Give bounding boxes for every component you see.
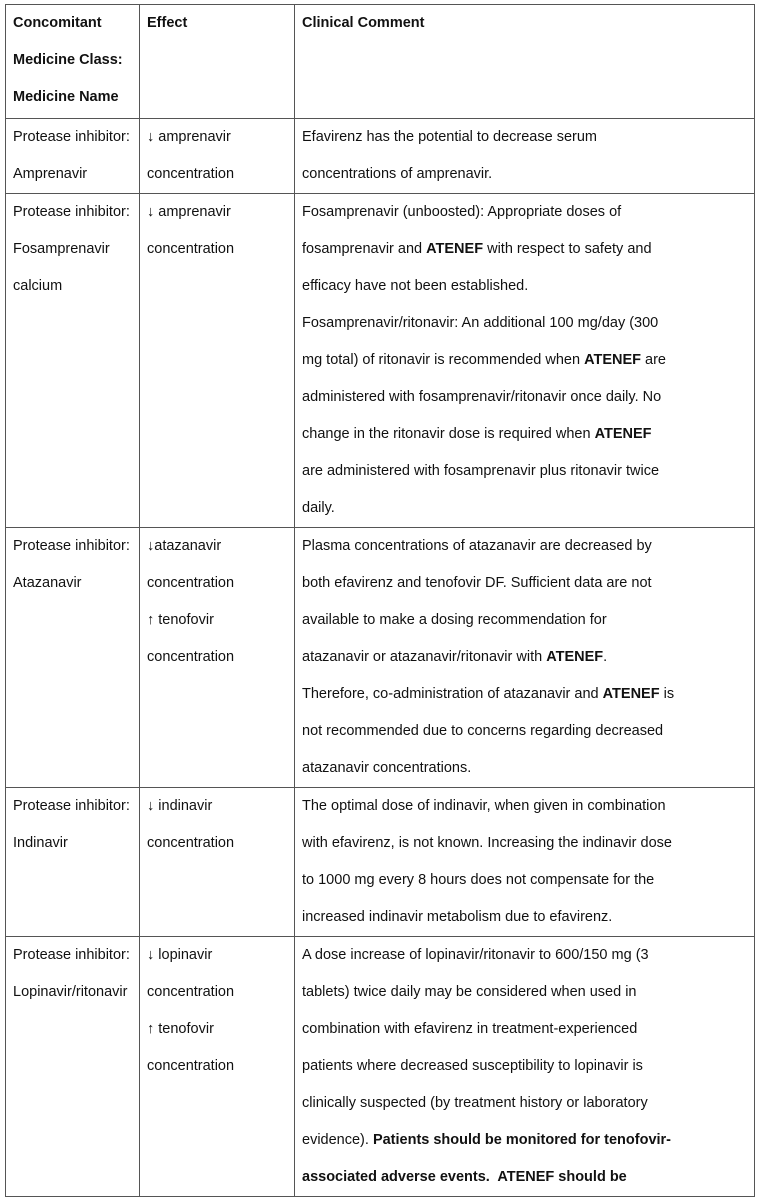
comment-text: Plasma concentrations of atazanavir are decreased by <box>302 538 652 554</box>
comment-emphasis: ATENEF <box>426 241 484 257</box>
comment-line <box>302 156 748 193</box>
comment-text: atazanavir concentrations. <box>302 760 472 776</box>
effect-line: concentration <box>147 166 235 182</box>
drug-interaction-table <box>5 4 755 1197</box>
comment-emphasis: ATENEF <box>546 649 604 665</box>
comment-line <box>302 676 748 713</box>
cell-effect <box>140 119 295 194</box>
comment-text: available to make a dosing recommendation for <box>302 612 607 628</box>
header-line: Clinical Comment <box>302 15 425 31</box>
header-line: Medicine Name <box>13 89 119 105</box>
comment-text: with respect to safety and <box>483 241 652 257</box>
table-row <box>6 119 755 194</box>
effect-line: ↓ indinavir <box>147 798 213 814</box>
table-row <box>6 788 755 937</box>
comment-text: A dose increase of lopinavir/ritonavir to 600/150 mg (3 <box>302 947 649 963</box>
comment-text: atazanavir or atazanavir/ritonavir with <box>302 649 547 665</box>
comment-text: The optimal dose of indinavir, when given in combination <box>302 798 666 814</box>
comment-emphasis: Patients should be monitored for tenofovir- <box>372 1132 672 1148</box>
cell-medicine <box>6 194 140 528</box>
cell-medicine <box>6 528 140 788</box>
cell-clinical-comment <box>295 937 755 1197</box>
comment-line <box>302 416 748 453</box>
effect-line: ↓ lopinavir <box>147 947 213 963</box>
medicine-line: Protease inhibitor: <box>13 947 130 963</box>
comment-line <box>302 231 748 268</box>
comment-text: Fosamprenavir (unboosted): Appropriate doses of <box>302 204 622 220</box>
comment-line <box>302 788 748 825</box>
effect-line: concentration <box>147 984 235 1000</box>
medicine-line: Indinavir <box>13 835 68 851</box>
comment-line <box>302 119 748 156</box>
comment-line <box>302 602 748 639</box>
comment-line <box>302 490 748 527</box>
medicine-line: Protease inhibitor: <box>13 798 130 814</box>
cell-effect <box>140 937 295 1197</box>
comment-line <box>302 565 748 602</box>
comment-emphasis: ATENEF <box>602 686 660 702</box>
medicine-line: Protease inhibitor: <box>13 538 130 554</box>
medicine-line: Amprenavir <box>13 166 88 182</box>
table-row <box>6 937 755 1197</box>
header-effect <box>140 5 295 119</box>
cell-effect <box>140 528 295 788</box>
comment-text: patients where decreased susceptibility to lopinavir is <box>302 1058 643 1074</box>
cell-clinical-comment <box>295 194 755 528</box>
medicine-line: Atazanavir <box>13 575 82 591</box>
header-line: Medicine Class: <box>13 52 123 68</box>
comment-line <box>302 974 748 1011</box>
comment-line <box>302 1085 748 1122</box>
comment-emphasis: ATENEF <box>594 426 652 442</box>
comment-line <box>302 379 748 416</box>
comment-text: are administered with fosamprenavir plus ritonavir twice <box>302 463 660 479</box>
comment-line <box>302 342 748 379</box>
cell-clinical-comment <box>295 528 755 788</box>
comment-emphasis: associated adverse events. ATENEF should be <box>302 1169 627 1185</box>
comment-text: . <box>603 649 608 665</box>
effect-line: ↑ tenofovir <box>147 612 214 628</box>
comment-line <box>302 862 748 899</box>
table-header-row <box>6 5 755 119</box>
cell-effect <box>140 194 295 528</box>
effect-line: concentration <box>147 575 235 591</box>
table-row <box>6 194 755 528</box>
effect-line: ↓atazanavir <box>147 538 222 554</box>
header-line: Effect <box>147 15 188 31</box>
comment-line <box>302 305 748 342</box>
comment-line <box>302 750 748 787</box>
cell-medicine <box>6 937 140 1197</box>
table-body <box>6 119 755 1197</box>
effect-line: ↓ amprenavir <box>147 129 231 145</box>
comment-text: to 1000 mg every 8 hours does not compensate for the <box>302 872 655 888</box>
medicine-line: calcium <box>13 278 63 294</box>
comment-line <box>302 1048 748 1085</box>
cell-medicine <box>6 119 140 194</box>
comment-text: both efavirenz and tenofovir DF. Sufficient data are not <box>302 575 652 591</box>
comment-text: Therefore, co-administration of atazanavir and <box>302 686 603 702</box>
comment-text: change in the ritonavir dose is required when <box>302 426 595 442</box>
comment-text: is <box>659 686 675 702</box>
comment-line <box>302 453 748 490</box>
comment-text: evidence). <box>302 1132 373 1148</box>
effect-line: ↓ amprenavir <box>147 204 231 220</box>
comment-text: Efavirenz has the potential to decrease serum <box>302 129 597 145</box>
cell-clinical-comment <box>295 119 755 194</box>
comment-line <box>302 1122 748 1159</box>
comment-text: efficacy have not been established. <box>302 278 529 294</box>
comment-text: administered with fosamprenavir/ritonavir once daily. No <box>302 389 662 405</box>
comment-line <box>302 1011 748 1048</box>
comment-line <box>302 899 748 936</box>
comment-line <box>302 713 748 750</box>
header-line: Concomitant <box>13 15 102 31</box>
comment-text: not recommended due to concerns regarding decreased <box>302 723 664 739</box>
comment-text: increased indinavir metabolism due to efavirenz. <box>302 909 613 925</box>
effect-line: ↑ tenofovir <box>147 1021 214 1037</box>
comment-text: combination with efavirenz in treatment-experienced <box>302 1021 638 1037</box>
comment-text: fosamprenavir and <box>302 241 427 257</box>
cell-medicine <box>6 788 140 937</box>
medicine-line: Protease inhibitor: <box>13 204 130 220</box>
comment-text: Fosamprenavir/ritonavir: An additional 100 mg/day (300 <box>302 315 659 331</box>
comment-text: concentrations of amprenavir. <box>302 166 493 182</box>
medicine-line: Fosamprenavir <box>13 241 110 257</box>
medicine-line: Protease inhibitor: <box>13 129 130 145</box>
comment-line <box>302 194 748 231</box>
comment-line <box>302 639 748 676</box>
comment-emphasis: ATENEF <box>584 352 642 368</box>
header-clinical-comment <box>295 5 755 119</box>
cell-clinical-comment <box>295 788 755 937</box>
comment-text: clinically suspected (by treatment history or laboratory <box>302 1095 648 1111</box>
comment-line <box>302 1159 748 1196</box>
comment-line <box>302 825 748 862</box>
comment-line <box>302 528 748 565</box>
comment-text: tablets) twice daily may be considered when used in <box>302 984 637 1000</box>
comment-text: mg total) of ritonavir is recommended when <box>302 352 585 368</box>
effect-line: concentration <box>147 649 235 665</box>
medicine-line: Lopinavir/ritonavir <box>13 984 128 1000</box>
effect-line: concentration <box>147 241 235 257</box>
comment-line <box>302 937 748 974</box>
comment-line <box>302 268 748 305</box>
effect-line: concentration <box>147 1058 235 1074</box>
table-row <box>6 528 755 788</box>
cell-effect <box>140 788 295 937</box>
comment-text: are <box>641 352 667 368</box>
effect-line: concentration <box>147 835 235 851</box>
header-medicine-class <box>6 5 140 119</box>
comment-text: daily. <box>302 500 335 516</box>
comment-text: with efavirenz, is not known. Increasing the indinavir dose <box>302 835 672 851</box>
